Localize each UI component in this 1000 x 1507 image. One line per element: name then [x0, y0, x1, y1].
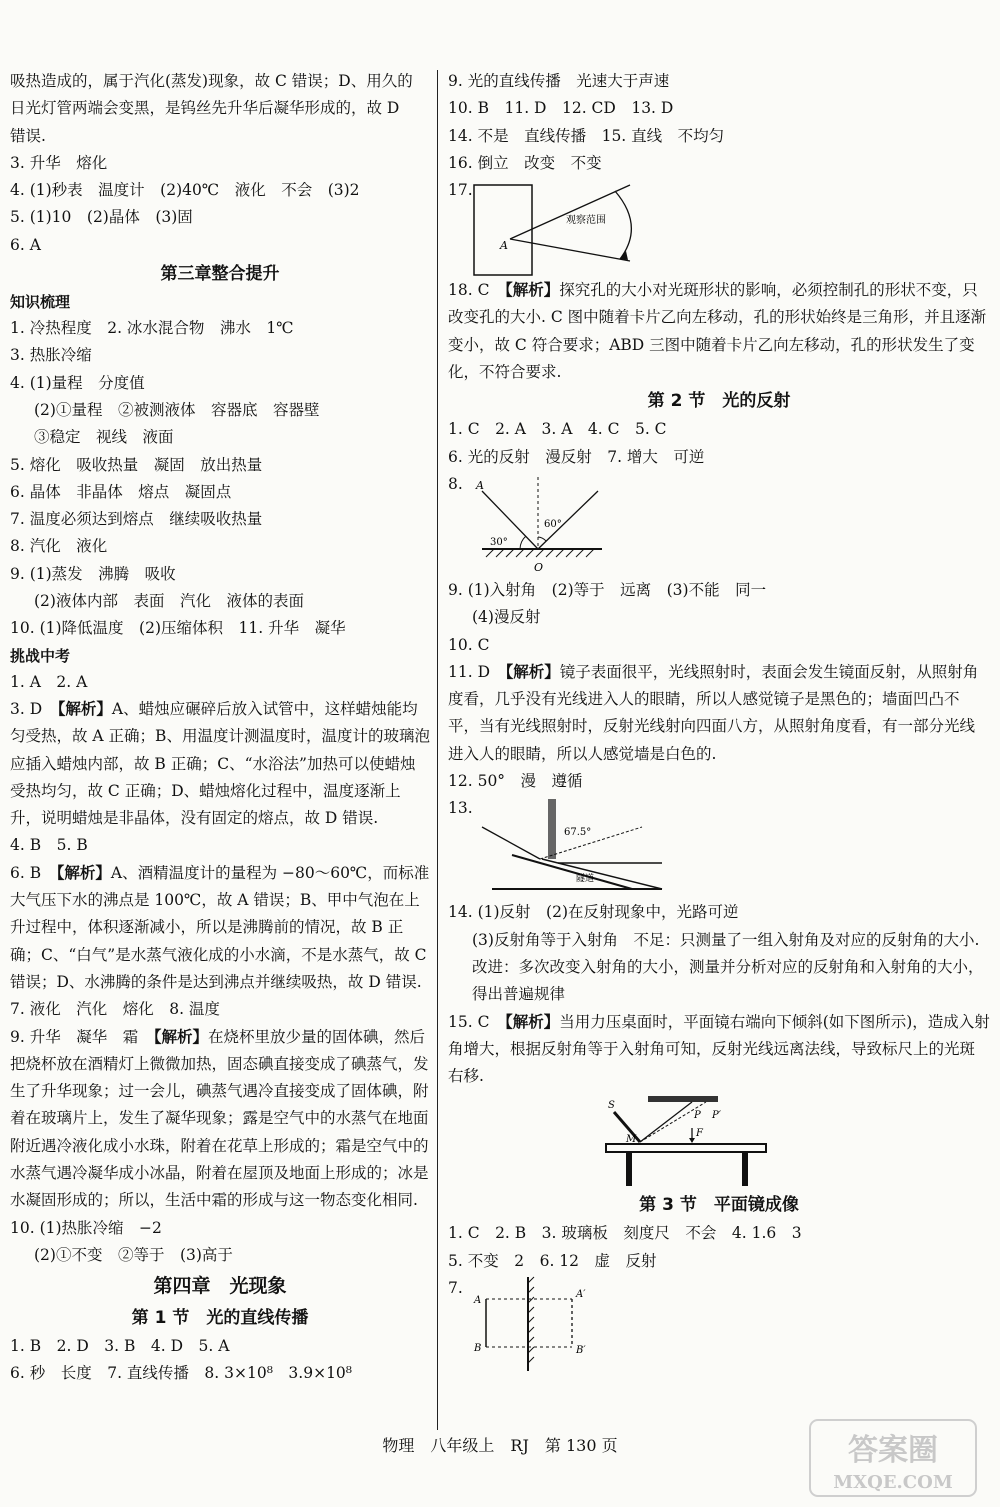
analysis-text: 探究孔的大小对光斑形状的影响，必须控制孔的形状不变，只改变孔的大小. C 图中随着卡片乙向左移动，孔的形状始终是三角形，并且逐渐变小，故 C 符合要求；ABD 三图中随着卡片乙向左移动，孔的形状发生了变化，不符合要求. [448, 281, 987, 382]
point-p-label: P [694, 1110, 701, 1122]
angle-60-label: 60° [544, 518, 562, 530]
section2-heading: 第 2 节 光的反射 [647, 391, 791, 412]
answer-line: 1. 冷热程度 2. 冰水混合物 沸水 1℃ [10, 319, 294, 338]
point-o-label: O [534, 560, 544, 574]
answer-q14-body: (3)反射角等于入射角 不足：只测量了一组入射角及对应的反射角的大小. 改进：多次改变入射角的大小，测量并分析对应的反射角和入射角的大小，得出普遍规律 [472, 930, 984, 1004]
answer-line: 9. (1)蒸发 沸腾 吸收 [10, 564, 176, 583]
answer-line: 1. B 2. D 3. B 4. D 5. A [10, 1337, 230, 1356]
answer-line: 日光灯管两端会变黑，是钨丝先升华后凝华形成的，故 D [10, 99, 400, 118]
question-number: 18. C [448, 281, 505, 300]
answer-q15 [448, 1009, 990, 1091]
analysis-text: 当用力压桌面时，平面镜右端向下倾斜(如下图所示)，造成入射角增大，根据反射角等于入射角可知，反射光线远离法线，导致标尺上的光斑右移. [448, 1012, 990, 1086]
tunnel-label: 隧道 [576, 874, 595, 885]
answer-line: 7. 温度必须达到熔点 继续吸收热量 [10, 510, 263, 529]
analysis-tag: 【解析】 [505, 662, 560, 681]
challenge-subheading: 挑战中考 [10, 646, 71, 665]
answer-line: 4. B 5. B [10, 836, 88, 855]
answer-line: 1. C 2. A 3. A 4. C 5. C [448, 420, 667, 439]
analysis-text: A、蜡烛应碾碎后放入试管中，这样蜡烛能均匀受热，故 A 正确；B、用温度计测温度时，温度计的玻璃泡应插入蜡烛内部，故 B 正确；C、“水浴法”加热可以使蜡烛受热均匀，故 C 正确；D、蜡烛熔化过程中，温度逐渐上升，说明蜡烛是非晶体，没有固定的熔点，故 D 错误. [10, 699, 430, 828]
answer-line: 7. 液化 汽化 熔化 8. 温度 [10, 1000, 220, 1019]
answer-line: 6. 晶体 非晶体 熔点 凝固点 [10, 482, 232, 501]
point-a-label: A [474, 1295, 482, 1307]
answer-line: 10. (1)降低温度 (2)压缩体积 11. 升华 凝华 [10, 619, 346, 638]
answer-line: ③稳定 视线 液面 [34, 428, 174, 447]
answer-line: 10. B 11. D 12. CD 13. D [448, 99, 674, 118]
range-label: 观察范围 [566, 215, 606, 227]
question-number: 3. D [10, 699, 58, 718]
point-s-label: S [608, 1100, 615, 1112]
page-footer: 物理 八年级上 RJ 第 130 页 [382, 1436, 618, 1455]
analysis-text: 镜子表面很平，光线照射时，表面会发生镜面反射，从照射角度看，几乎没有光线进入人的眼睛，所以人感觉镜子是黑色的；墙面凹凸不平，当有光线照射时，反射光线射向四面八方，从照射角度看，有一部分光线进入人的眼睛，所以人感觉墙是白色的. [448, 662, 979, 763]
observation-range-diagram [470, 181, 690, 281]
answer-line: 9. 光的直线传播 光速大于声速 [448, 72, 670, 90]
force-label: F [696, 1128, 703, 1140]
analysis-tag: 【解析】 [57, 699, 112, 718]
answer-q9 [10, 1024, 430, 1215]
answer-line: 12. 50° 漫 遵循 [448, 772, 583, 791]
answer-line: 10. C [448, 635, 490, 654]
answer-line: 9. (1)入射角 (2)等于 远离 (3)不能 同一 [448, 580, 767, 599]
answer-line: 4. (1)秒表 温度计 (2)40℃ 液化 不会 (3)2 [10, 181, 360, 200]
point-a2-label: A′ [576, 1289, 586, 1301]
question-number: 11. D [448, 662, 506, 681]
watermark-bottom: MXQE.COM [833, 1472, 953, 1493]
point-p2-label: P′ [712, 1110, 721, 1122]
point-b-label: B [474, 1343, 482, 1355]
answer-line: (2)①不变 ②等于 (3)高于 [34, 1245, 233, 1264]
answer-line: 1. C 2. B 3. 玻璃板 刻度尺 不会 4. 1.6 3 [448, 1224, 802, 1243]
analysis-text: A、酒精温度计的量程为 −80～60℃，而标准大气压下水的沸点是 100℃，故 A 错误；B、甲中气泡在上升过程中，体积逐渐减小，所以是沸腾前的情况，故 B 正确；C、“白气”是水蒸气液化成的小水滴，不是水蒸气，故 C 错误；D、水沸腾的条件是达到沸点并继续吸热，故 D 错误. [10, 863, 430, 991]
answer-line: 4. (1)量程 分度值 [10, 373, 145, 392]
angle-30-label: 30° [490, 536, 508, 548]
question-number: 9. 升华 凝华 霜 [10, 1027, 154, 1046]
watermark-logo [808, 1418, 978, 1498]
answer-line: 3. 热胀冷缩 [10, 346, 92, 365]
answer-line: 5. (1)10 (2)晶体 (3)固 [10, 208, 193, 227]
figure-17 [448, 177, 990, 277]
answer-line: 6. A [10, 235, 41, 254]
section1-heading: 第 1 节 光的直线传播 [131, 1308, 309, 1329]
answer-line: 5. 熔化 吸收热量 凝固 放出热量 [10, 455, 263, 474]
question-number: 6. B [10, 863, 57, 882]
answer-line: 6. 光的反射 漫反射 7. 增大 可逆 [448, 447, 705, 466]
point-b2-label: B′ [576, 1345, 586, 1357]
table-mirror-diagram [596, 1092, 786, 1190]
question-number: 7. [448, 1279, 463, 1298]
answer-line: 14. (1)反射 (2)在反射现象中，光路可逆 [448, 903, 739, 922]
answer-q11 [448, 659, 990, 768]
answer-line: 1. A 2. A [10, 672, 88, 691]
answer-line: 吸热造成的，属于汽化(蒸发)现象，故 C 错误；D、用久的 [10, 72, 413, 90]
knowledge-subheading: 知识梳理 [10, 293, 71, 312]
plane-mirror-diagram [472, 1275, 612, 1373]
left-column [10, 68, 430, 1388]
answer-line: (4)漫反射 [472, 608, 541, 627]
chapter3-heading: 第三章整合提升 [160, 264, 280, 285]
answer-line: 错误. [10, 126, 46, 145]
answer-line: 5. 不变 2 6. 12 虚 反射 [448, 1251, 657, 1270]
point-a-label: A [500, 239, 508, 253]
analysis-tag: 【解析】 [504, 1012, 560, 1031]
question-number: 15. C [448, 1012, 505, 1031]
analysis-text: 在烧杯里放少量的固体碘，然后把烧杯放在酒精灯上微微加热，固态碘直接变成了碘蒸气，发生了升华现象；过一会儿，碘蒸气遇冷直接变成了固体碘，附着在玻璃片上，发生了凝华现象；露是空气中的水蒸气在地面附近遇冷液化成小水珠，附着在花草上形成的；霜是空气中的水蒸气遇冷凝华成小冰晶，附着在屋顶及地面上形成的；冰是水凝固形成的；所以，生活中霜的形成与这一物态变化相同. [10, 1027, 429, 1210]
analysis-tag: 【解析】 [504, 281, 560, 300]
question-number: 8. [448, 474, 463, 493]
analysis-tag: 【解析】 [56, 863, 111, 882]
answer-q6 [10, 860, 430, 996]
reflection-diagram [472, 473, 652, 577]
section3-heading: 第 3 节 平面镜成像 [639, 1195, 799, 1216]
answer-q3 [10, 696, 430, 832]
answer-line: 8. 汽化 液化 [10, 537, 108, 556]
tunnel-mirror-diagram [472, 797, 672, 899]
figure-8 [448, 471, 990, 577]
answer-line: (2)液体内部 表面 汽化 液体的表面 [34, 592, 304, 611]
column-divider [437, 70, 438, 1430]
analysis-tag: 【解析】 [153, 1027, 208, 1046]
figure-13 [448, 795, 990, 899]
figure-7 [448, 1275, 990, 1375]
point-a-label: A [476, 478, 484, 492]
answer-q18 [448, 277, 990, 386]
figure-15 [448, 1090, 990, 1190]
answer-line: 16. 倒立 改变 不变 [448, 153, 602, 172]
answer-line: 6. 秒 长度 7. 直线传播 8. 3×10⁸ 3.9×10⁸ [10, 1364, 353, 1383]
question-number: 17. [448, 181, 473, 200]
answer-line: 3. 升华 熔化 [10, 153, 108, 172]
point-m-label: M [626, 1134, 637, 1146]
watermark-top: 答案圈 [848, 1433, 938, 1468]
answer-line: (2)①量程 ②被测液体 容器底 容器壁 [34, 400, 320, 419]
angle-label: 67.5° [564, 827, 592, 839]
answer-line: 10. (1)热胀冷缩 −2 [10, 1218, 162, 1237]
question-number: 13. [448, 799, 473, 818]
answer-line: 14. 不是 直线传播 15. 直线 不均匀 [448, 126, 725, 145]
right-column [448, 68, 990, 1375]
chapter4-heading: 第四章 光现象 [153, 1275, 287, 1298]
